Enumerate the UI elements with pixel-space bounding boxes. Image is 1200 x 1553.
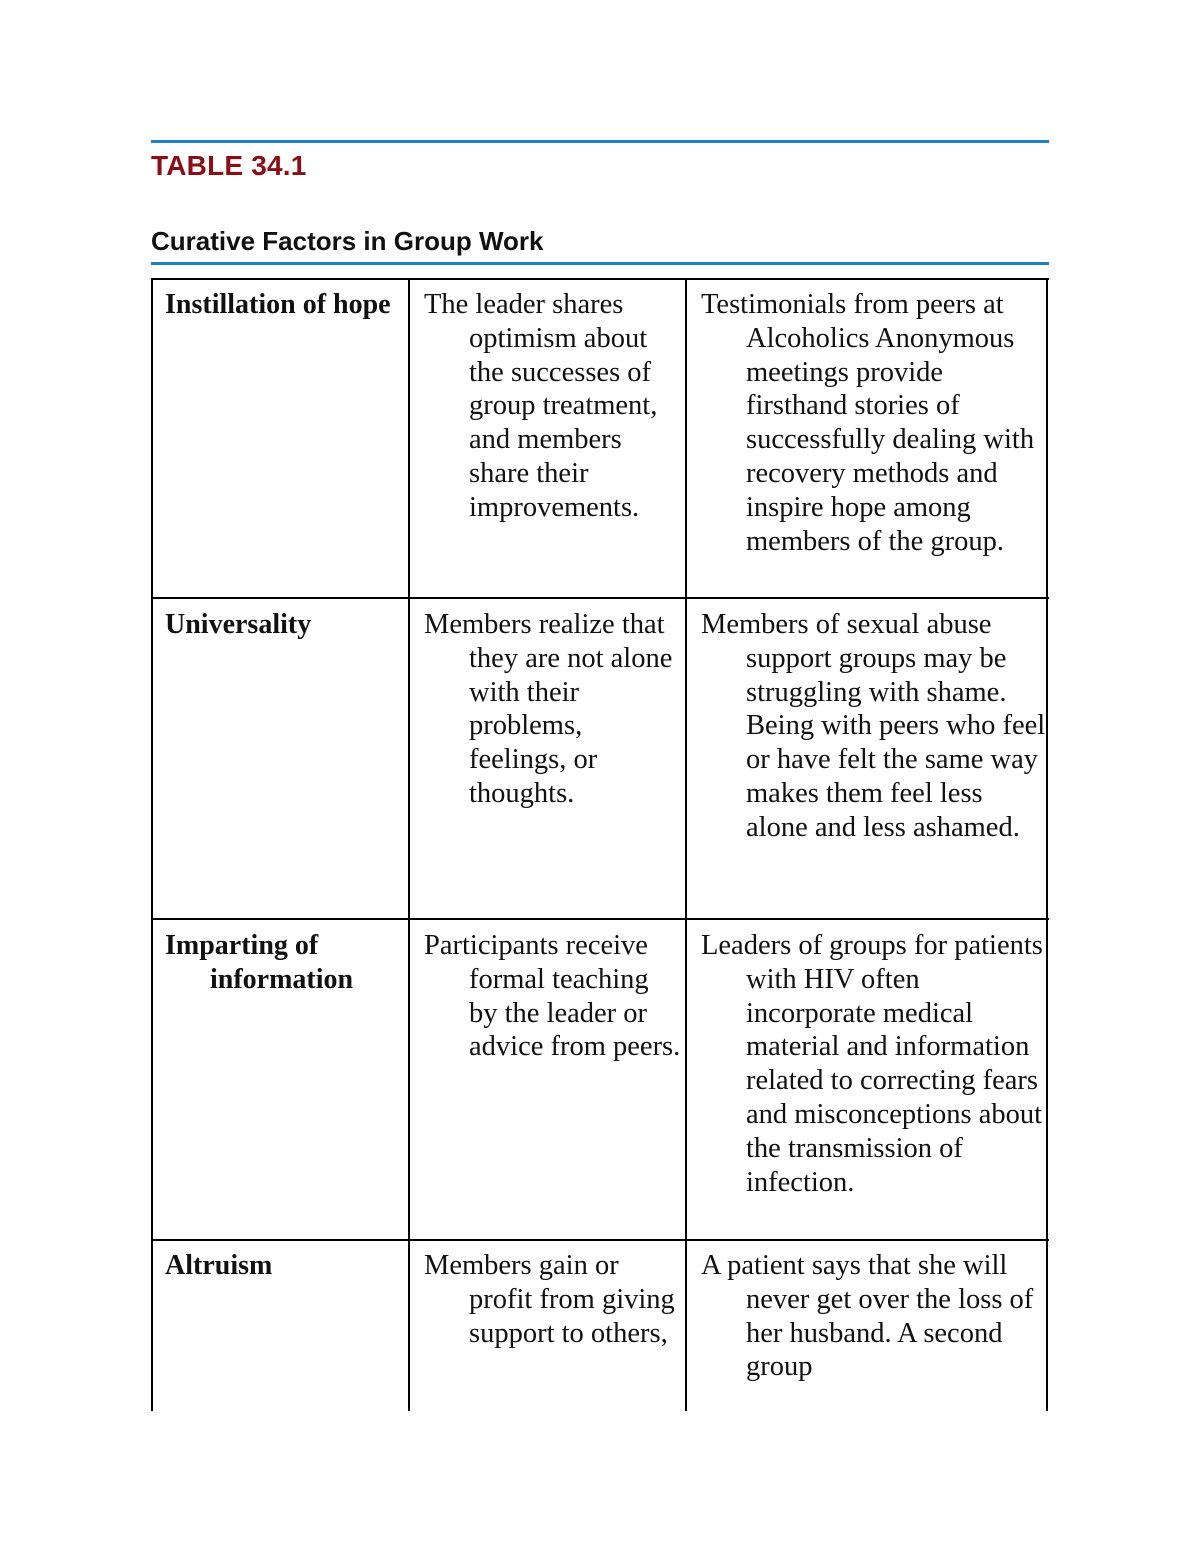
- table-cell-example: Members of sexual abuse support groups may be struggling with shame. Being with peers who feel or have felt the same way makes them feel less alone and less ashamed.: [701, 609, 1046, 843]
- table-cell-factor: Instillation of hope: [165, 289, 391, 320]
- table-border-right: [1046, 278, 1048, 1411]
- column-divider: [408, 278, 410, 1411]
- column-divider: [685, 278, 687, 1411]
- table-cell-factor: Altruism: [165, 1250, 273, 1281]
- table-cell-example: Testimonials from peers at Alcoholics Anonymous meetings provide firsthand stories of successfully dealing with recovery methods and inspire hope among members of the group.: [701, 289, 1035, 557]
- table-cell-example: Leaders of groups for patients with HIV often incorporate medical material and information related to correcting fears and misconceptions about the transmission of infection.: [701, 930, 1043, 1198]
- table-cell-factor: Imparting of information: [165, 930, 354, 995]
- table-border-left: [151, 278, 153, 1411]
- table-cell-description: The leader shares optimism about the successes of group treatment, and members share their improvements.: [424, 289, 658, 523]
- table-title: Curative Factors in Group Work: [151, 226, 544, 256]
- table-cell-description: Participants receive formal teaching by the leader or advice from peers.: [424, 930, 681, 1063]
- table-border-top: [151, 278, 1049, 280]
- top-rule: [151, 140, 1049, 143]
- table-cell-example: A patient says that she will never get over the loss of her husband. A second group: [701, 1250, 1034, 1383]
- title-rule: [151, 262, 1049, 265]
- row-divider: [151, 597, 1049, 599]
- table-cell-description: Members gain or profit from giving support to others,: [424, 1250, 675, 1349]
- table-label: TABLE 34.1: [151, 150, 307, 181]
- row-divider: [151, 1239, 1049, 1241]
- table-cell-description: Members realize that they are not alone with their problems, feelings, or thoughts.: [424, 609, 673, 809]
- table-cell-factor: Universality: [165, 609, 312, 640]
- curative-factors-table: [151, 278, 1049, 1411]
- row-divider: [151, 918, 1049, 920]
